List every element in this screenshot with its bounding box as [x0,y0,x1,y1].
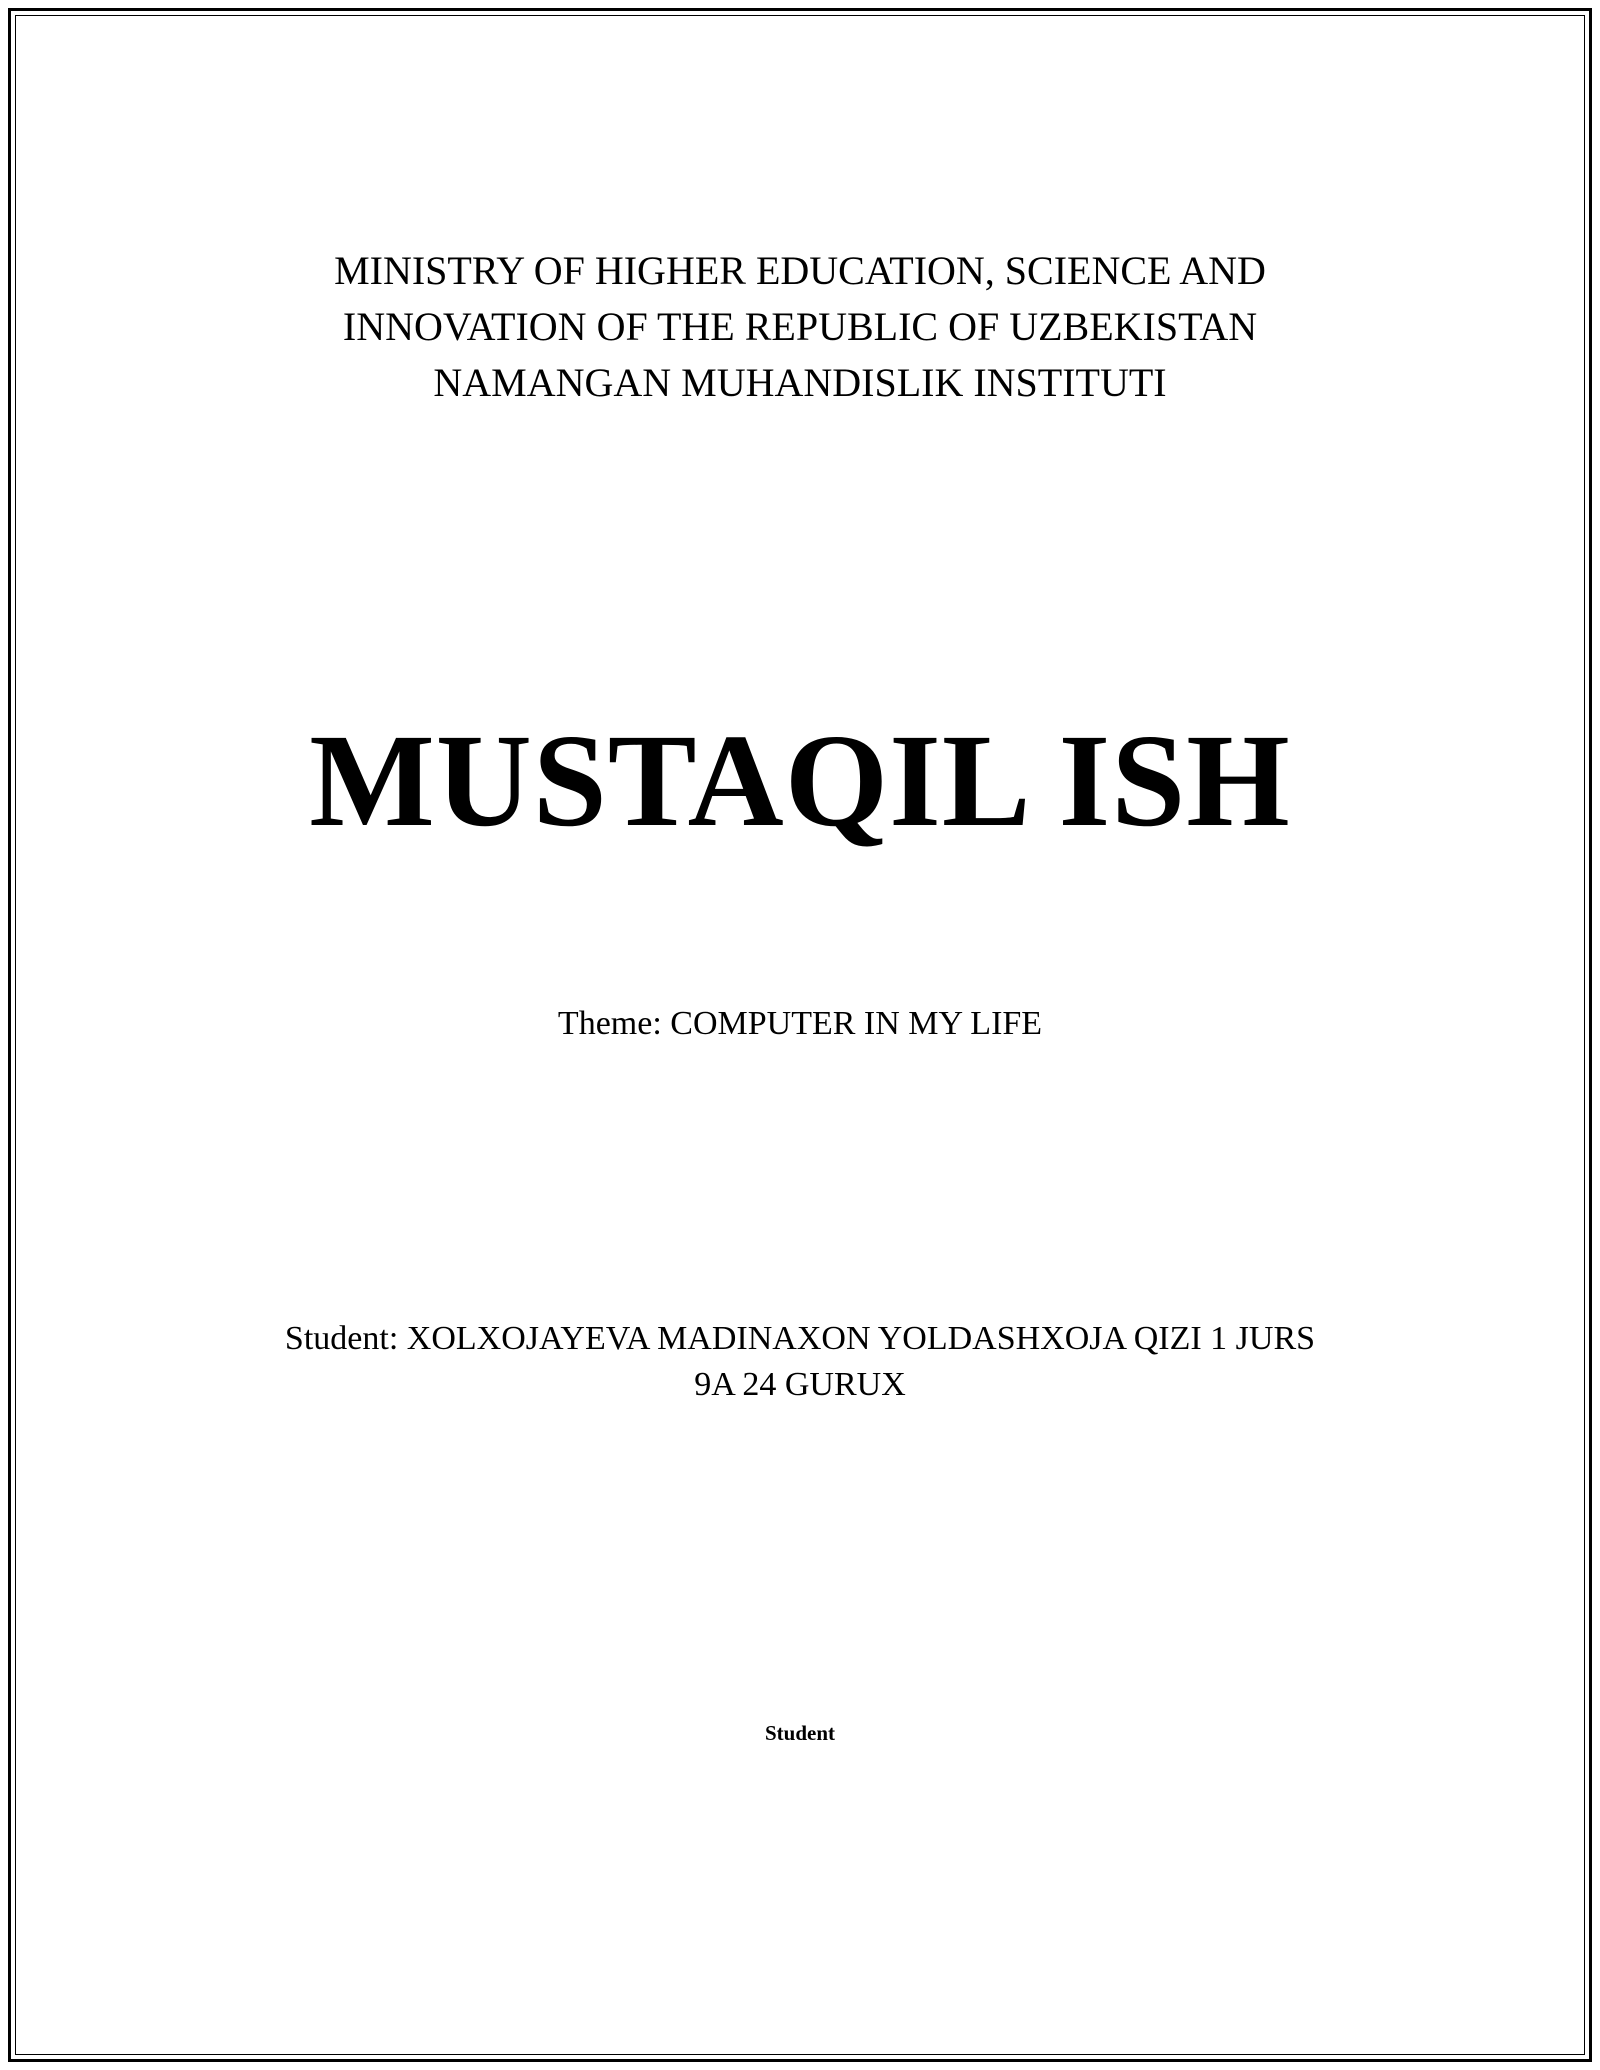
student-footer-label: Student [764,1721,836,1745]
student-info [0,1316,1600,1408]
theme-line: Theme: COMPUTER IN MY LIFE [557,1005,1043,1042]
header-line-2: INNOVATION OF THE REPUBLIC OF UZBEKISTAN [342,304,1258,349]
student-line-1: Student: XOLXOJAYEVA MADINAXON YOLDASHXOJA QIZI 1 JURS [284,1320,1316,1357]
institution-header [0,243,1600,411]
document-title: MUSTAQIL ISH [309,706,1291,854]
header-line-1: MINISTRY OF HIGHER EDUCATION, SCIENCE AND [334,248,1266,293]
student-line-2: 9A 24 GURUX [694,1366,906,1403]
header-line-3: NAMANGAN MUHANDISLIK INSTITUTI [433,360,1167,405]
